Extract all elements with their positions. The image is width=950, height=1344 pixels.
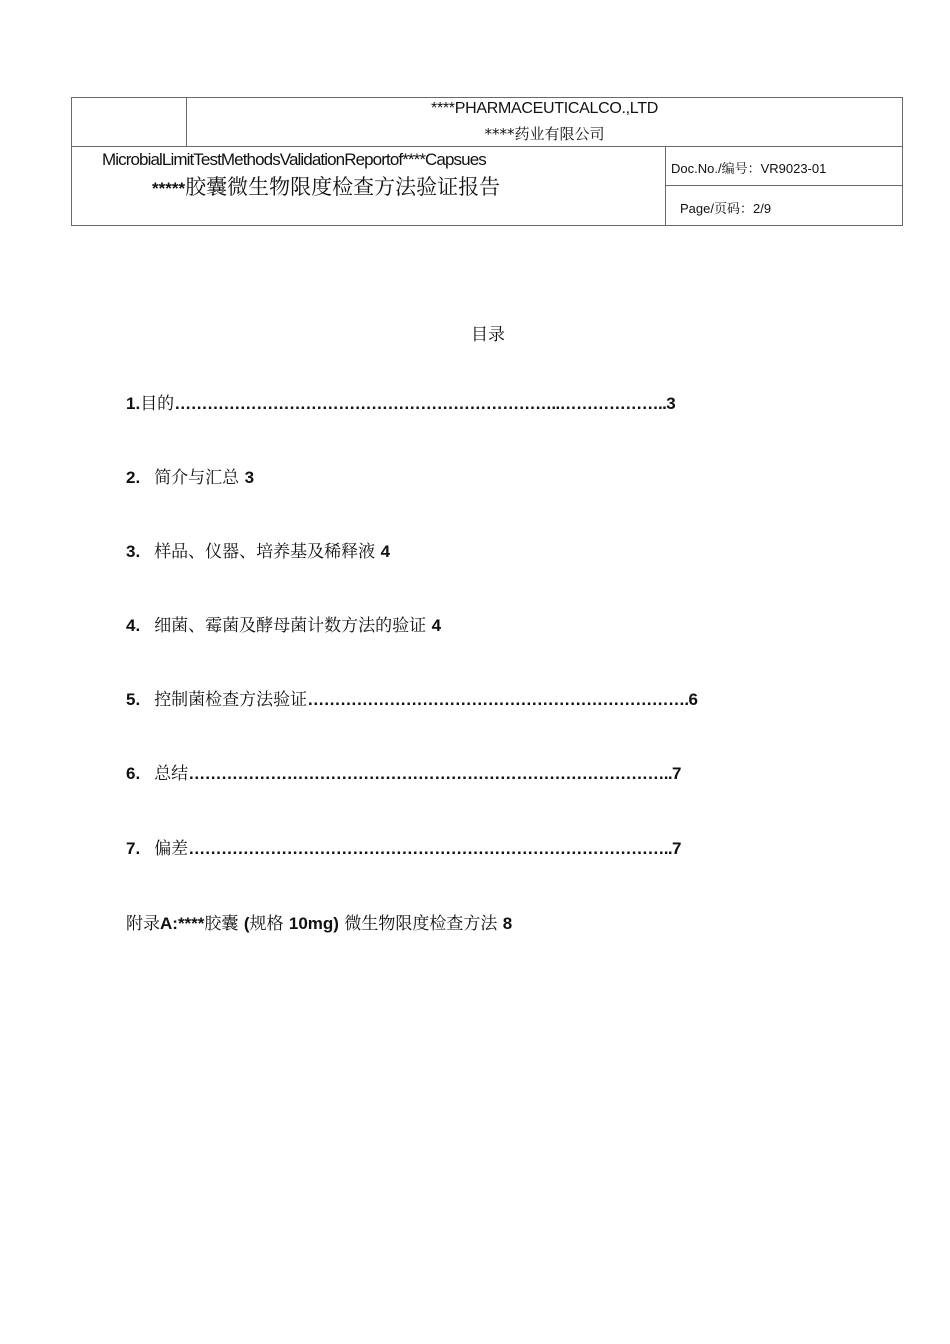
toc-entry-text: 样品、仪器、培养基及稀释液	[154, 542, 376, 562]
toc-entry-3[interactable]	[126, 541, 390, 563]
appendix-paren-open: (	[243, 914, 250, 933]
report-title-en: MicrobialLimitTestMethodsValidationReportof****Capsues	[102, 150, 486, 169]
toc-entry-number: 3.	[126, 542, 141, 561]
appendix-text-method: 微生物限度检查方法	[344, 914, 498, 934]
appendix-prefix: 附录	[126, 914, 160, 934]
toc-entry-page: 7	[672, 839, 682, 858]
toc-entry-number: 4.	[126, 616, 141, 635]
toc-entry-page: 4	[431, 616, 442, 635]
toc-entry-7[interactable]	[126, 838, 682, 860]
appendix-label: A:****	[160, 914, 205, 933]
toc-entry-1[interactable]	[126, 393, 676, 415]
toc-entry-number: 2.	[126, 468, 141, 487]
toc-heading: 目录	[471, 325, 505, 345]
logo-cell	[72, 98, 187, 146]
toc-entry-leader: ……………………………………………………………………………..	[188, 839, 673, 858]
toc-entry-text: 目的	[140, 394, 175, 414]
toc-entry-page: 4	[380, 542, 391, 561]
report-title-cell	[72, 146, 666, 226]
toc-entry-page: 3	[666, 394, 676, 413]
toc-entry-4[interactable]	[126, 615, 441, 637]
toc-entry-text: 控制菌检查方法验证	[154, 690, 308, 710]
page-number: Page/页码：2/9	[680, 201, 772, 216]
toc-entry-page: 3	[244, 468, 255, 487]
toc-entry-text: 偏差	[154, 839, 189, 859]
toc-entry-leader: ……………………………………………………………..………………..	[174, 394, 667, 413]
toc-entry-page: 7	[672, 764, 682, 783]
company-name-cn: ****药业有限公司	[484, 125, 605, 143]
toc-entry-number: 6.	[126, 764, 141, 783]
toc-entry-text: 简介与汇总	[154, 468, 240, 488]
report-title-cn-prefix: *****	[152, 179, 186, 198]
appendix-spec-label: 规格	[249, 914, 284, 934]
report-title-cn-text: 胶囊微生物限度检查方法验证报告	[185, 175, 501, 199]
toc-entry-5[interactable]	[126, 689, 698, 711]
toc-entry-leader: …………………………………………………………….	[307, 690, 689, 709]
toc-entry-number: 5.	[126, 690, 141, 709]
doc-number: Doc.No./编号：VR9023-01	[666, 146, 902, 186]
toc-entry-text: 总结	[154, 764, 189, 784]
toc-entry-page: 6	[688, 690, 698, 709]
toc-appendix-entry[interactable]	[126, 913, 512, 935]
document-header-table	[71, 97, 903, 226]
toc-entry-text: 细菌、霉菌及酵母菌计数方法的验证	[154, 616, 427, 636]
appendix-page: 8	[502, 914, 513, 933]
company-cell	[187, 98, 902, 146]
company-name-en: ****PHARMACEUTICALCO.,LTD	[431, 100, 658, 117]
toc-entry-6[interactable]	[126, 763, 682, 785]
report-title-cn	[152, 171, 500, 201]
appendix-spec-value: 10mg)	[288, 914, 339, 933]
toc-entry-number: 7.	[126, 839, 141, 858]
toc-entry-2[interactable]	[126, 467, 254, 489]
toc-entry-number: 1.	[126, 394, 141, 413]
toc-entry-leader: ……………………………………………………………………………..	[188, 764, 673, 783]
appendix-text-capsule: 胶囊	[204, 914, 239, 934]
